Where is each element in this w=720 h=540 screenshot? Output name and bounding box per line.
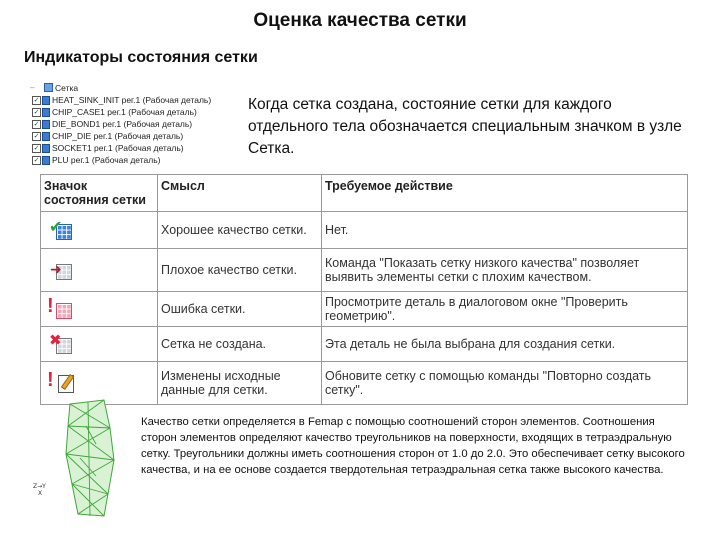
table-row [41, 212, 688, 249]
mesh-not-created-icon: ✖ [46, 332, 74, 356]
tree-item-suffix: рег.1 (Рабочая деталь) [68, 155, 161, 165]
checkbox-icon[interactable]: ✓ [33, 145, 40, 152]
tree-item[interactable] [30, 106, 244, 118]
tree-item-suffix: рег.1 (Рабочая деталь) [91, 143, 184, 153]
body-mesh-icon [42, 96, 50, 105]
table-header-row [41, 175, 688, 212]
body-mesh-icon [42, 144, 50, 153]
column-header-icon: Значок состояния сетки [41, 175, 158, 212]
tree-root[interactable] [30, 82, 244, 94]
checkbox-icon[interactable]: ✓ [33, 133, 40, 140]
action-cell: Обновите сетку с помощью команды "Повторно создать сетку". [322, 362, 688, 405]
meaning-cell: Изменены исходные данные для сетки. [158, 362, 322, 405]
body-mesh-icon [42, 156, 50, 165]
tetra-mesh-figure [30, 398, 150, 520]
mesh-data-changed-icon: ! [46, 371, 74, 395]
checkbox-icon[interactable]: ✓ [33, 97, 40, 104]
intro-paragraph: Когда сетка создана, состояние сетки для каждого отдельного тела обозначается специальным значком в узле Сетка. [248, 96, 682, 157]
section-subtitle: Индикаторы состояния сетки [24, 49, 258, 66]
action-cell: Нет. [322, 212, 688, 249]
table-row [41, 249, 688, 292]
tree-item[interactable] [30, 130, 244, 142]
tree-item[interactable] [30, 142, 244, 154]
collapse-icon[interactable]: – [30, 83, 35, 92]
mesh-tree-panel [30, 82, 244, 168]
tree-item-suffix: рег.1 (Рабочая деталь) [91, 131, 184, 141]
tree-item-name: CHIP_CASE1 [52, 107, 105, 117]
checkbox-icon[interactable]: ✓ [33, 121, 40, 128]
icon-cell [41, 292, 158, 327]
bad-mesh-icon: ➜ [46, 258, 74, 282]
mesh-error-icon: ! [46, 297, 74, 321]
icon-cell [41, 249, 158, 292]
tree-item[interactable] [30, 118, 244, 130]
tree-item[interactable] [30, 154, 244, 166]
checkbox-icon[interactable]: ✓ [33, 109, 40, 116]
tree-item-name: CHIP_DIE [52, 131, 92, 141]
axis-label-x: X [38, 490, 43, 497]
meaning-cell: Ошибка сетки. [158, 292, 322, 327]
tree-item-suffix: рег.1 (Рабочая деталь) [119, 95, 212, 105]
body-mesh-icon [42, 120, 50, 129]
action-cell: Эта деталь не была выбрана для создания сетки. [322, 327, 688, 362]
tree-root-label: Сетка [55, 83, 79, 93]
column-header-meaning: Смысл [158, 175, 322, 212]
mesh-status-table [40, 174, 688, 405]
meaning-cell: Хорошее качество сетки. [158, 212, 322, 249]
good-mesh-icon: ✔ [46, 218, 74, 242]
body-mesh-icon [42, 108, 50, 117]
table-row [41, 327, 688, 362]
action-cell: Просмотрите деталь в диалоговом окне "Проверить геометрию". [322, 292, 688, 327]
table-row [41, 292, 688, 327]
column-header-action: Требуемое действие [322, 175, 688, 212]
tree-item-name: HEAT_SINK_INIT [52, 95, 120, 105]
tree-item-name: DIE_BOND1 [52, 119, 101, 129]
tree-item-name: PLU [52, 155, 69, 165]
meaning-cell: Сетка не создана. [158, 327, 322, 362]
tree-item-suffix: рег.1 (Рабочая деталь) [100, 119, 193, 129]
body-mesh-icon [42, 132, 50, 141]
tree-item-name: SOCKET1 [52, 143, 92, 153]
mesh-folder-icon [44, 83, 53, 92]
icon-cell [41, 327, 158, 362]
checkbox-icon[interactable]: ✓ [33, 157, 40, 164]
tree-item-suffix: рег.1 (Рабочая деталь) [104, 107, 197, 117]
axis-label: Z→Y [33, 483, 46, 490]
quality-description: Качество сетки определяется в Femap с помощью соотношений сторон элементов. Соотношения сторон элементов определяют качество треугольников на поверхности, входящих в тетраэдральную сетку. Треугольники должны иметь соотношения сторон от 1.0 до 2.0. Это обеспечивает сетку высокого качества, и на ее основе создается твердотельная тетраэдральная сетка также высокого качества. [141, 416, 685, 476]
tree-item[interactable] [30, 94, 244, 106]
icon-cell [41, 212, 158, 249]
action-cell: Команда "Показать сетку низкого качества" позволяет выявить элементы сетки с плохим качеством. [322, 249, 688, 292]
meaning-cell: Плохое качество сетки. [158, 249, 322, 292]
page-title: Оценка качества сетки [253, 10, 467, 31]
